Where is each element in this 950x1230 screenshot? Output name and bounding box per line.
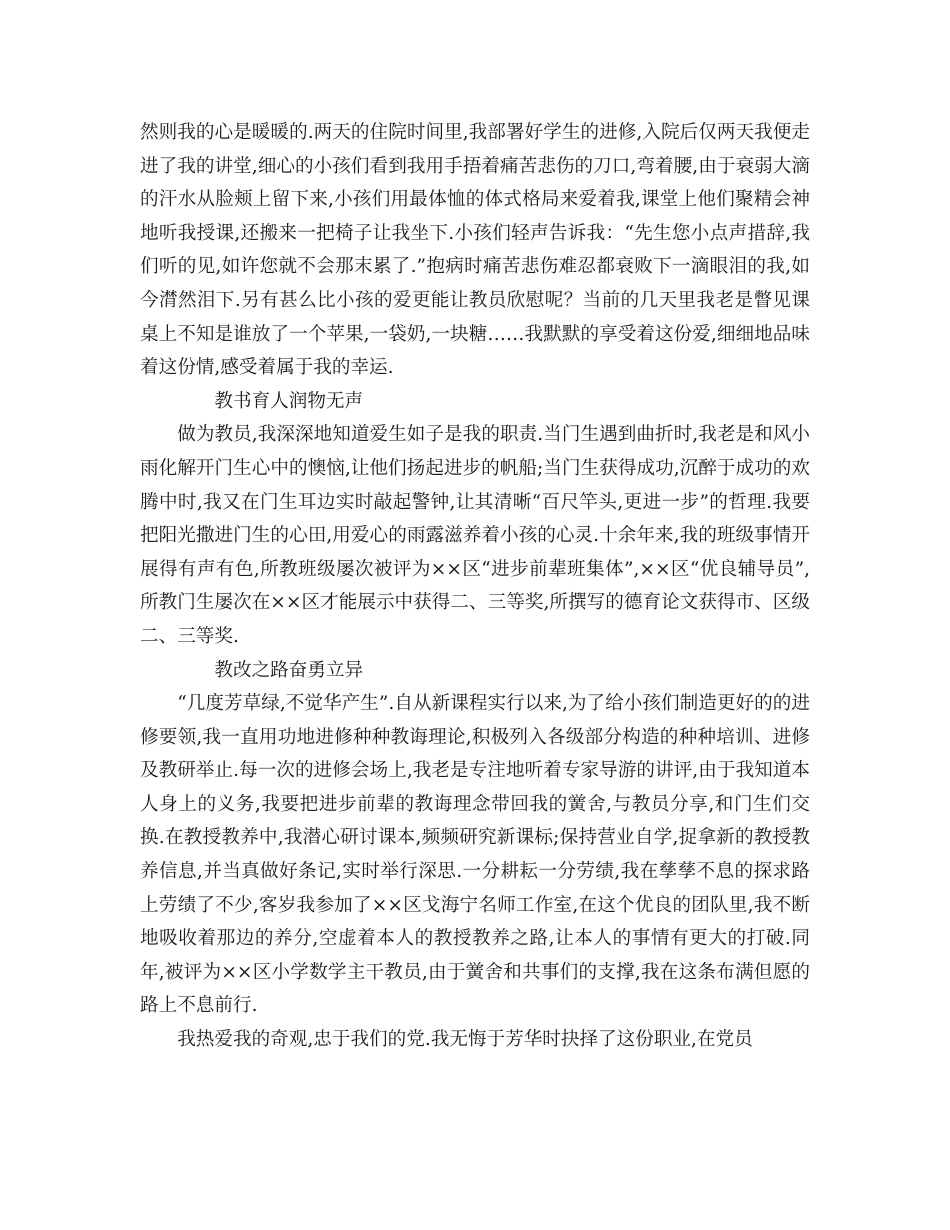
paragraph-reform: “几度芳草绿,不觉华产生”.自从新课程实行以来,为了给小孩们制造更好的的进修要领,我一直用功地进修种种教诲理论,积极列入各级部分构造的种种培训、进修及教研举止.每一次的进修会场上,我老是专注地听着专家导游的讲评,由于我知道本人身上的义务,我要把进步前辈的教诲理念带回我的黉舍,与教员分享,和门生们交换.在教授教养中,我潜心研讨课本,频频研究新课标;保持营业自学,捉拿新的教授教养信息,并当真做好条记,实时举行深思.一分耕耘一分劳绩,我在孳孳不息的探求路上劳绩了不少,客岁我参加了××区戈海宁名师工作室,在这个优良的团队里,我不断地吸收着那边的养分,空虚着本人的教授教养之路,让本人的事情有更大的打破.同年,被评为××区小学数学主干教员,由于黉舍和共事们的支撑,我在这条布满但愿的路上不息前行. (140, 693, 810, 1017)
section-heading-teaching: 教书育人润物无声 (214, 390, 364, 412)
paragraph-career: 我热爱我的奇观,忠于我们的党.我无悔于芳华时抉择了这份职业,在党员 (177, 1029, 753, 1051)
paragraph-teaching: 做为教员,我深深地知道爱生如子是我的职责.当门生遇到曲折时,我老是和风小雨化解开门生心中的懊恼,让他们扬起进步的帆船;当门生获得成功,沉醉于成功的欢腾中时,我又在门生耳边实时敲起警钟,让其清晰“百尺竿头,更进一步”的哲理.我要把阳光撒进门生的心田,用爱心的雨露滋养着小孩的心灵.十余年来,我的班级事情开展得有声有色,所教班级屡次被评为××区“进步前辈班集体”,××区“优良辅导员”,所教门生屡次在××区才能展示中获得二、三等奖,所撰写的德育论文获得市、区级二、三等奖. (140, 424, 810, 647)
document-body (140, 116, 810, 1057)
paragraph-hospital: 然则我的心是暖暖的.两天的住院时间里,我部署好学生的进修,入院后仅两天我便走进了我的讲堂,细心的小孩们看到我用手捂着痛苦悲伤的刀口,弯着腰,由于衰弱大滴的汗水从脸颊上留下来,小孩们用最体恤的体式格局来爱着我,课堂上他们聚精会神地听我授课,还搬来一把椅子让我坐下.小孩们轻声告诉我：“先生您小点声措辞,我们听的见,如许您就不会那末累了.”抱病时痛苦悲伤难忍都衰败下一滴眼泪的我,如今潸然泪下.另有甚么比小孩的爱更能让教员欣慰呢？当前的几天里我老是瞥见课桌上不知是谁放了一个苹果,一袋奶,一块糖……我默默的享受着这份爱,细细地品味着这份情,感受着属于我的幸运. (140, 122, 810, 379)
section-heading-reform: 教改之路奋勇立异 (214, 659, 364, 681)
